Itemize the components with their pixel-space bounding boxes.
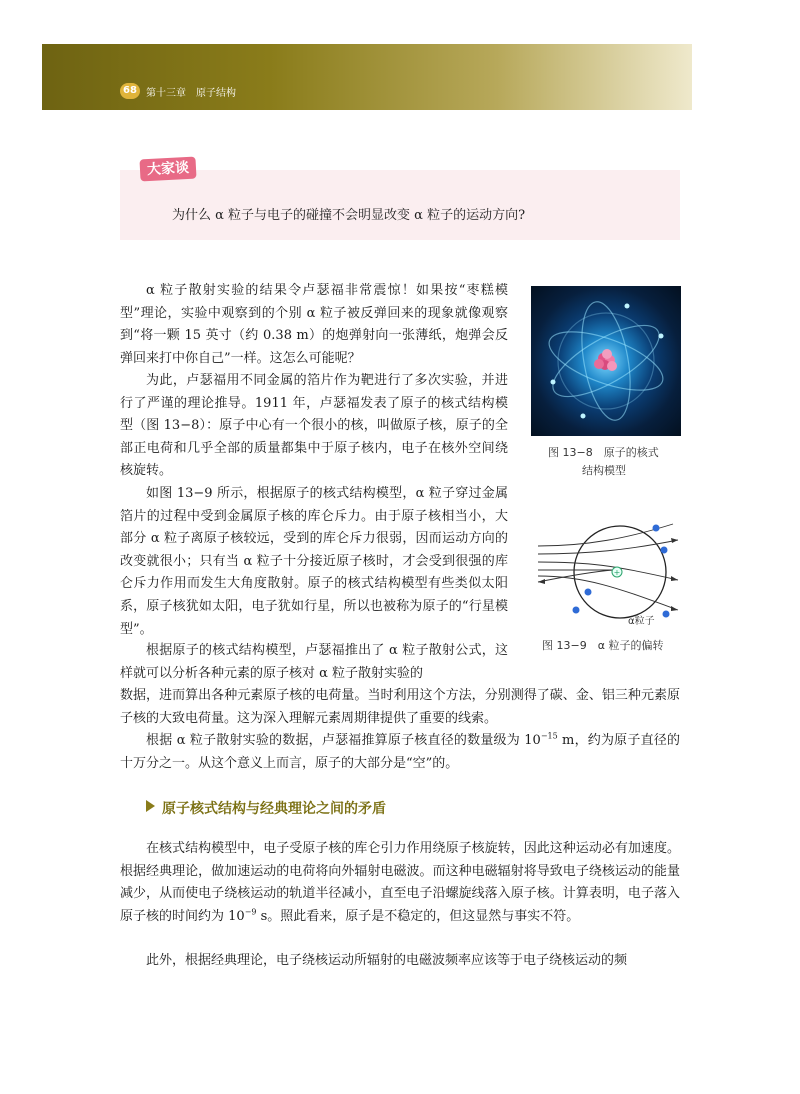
paragraph-4a: 根据原子的核式结构模型，卢瑟福推出了 α 粒子散射公式，这样就可以分析各种元素的原子核对 α 粒子散射实验的 [120,643,508,681]
figure-13-8-caption-line1: 图 13−8 原子的核式 [548,446,659,459]
paragraph-4b: 数据，进而算出各种元素原子核的电荷量。当时利用这个方法，分别测得了碳、金、铝三种元素原子核的大致电荷量。这为深入理解元素周期律提供了重要的线索。 [120,688,680,726]
page-number: 68 [120,83,140,99]
figure-13-8-caption-line2: 结构模型 [582,464,626,477]
paragraph-2: 为此，卢瑟福用不同金属的箔片作为靶进行了多次实验，并进行了严谨的理论推导。1911 年，卢瑟福发表了原子的核式结构模型（图 13−8）：原子中心有一个很小的核，叫做原子核，原子的全部正电荷和几乎全部的质量都集中于原子核内，电子在核外空间绕核旋转。 [120,373,508,479]
paragraph-6 [120,838,680,928]
discussion-question: 为什么 α 粒子与电子的碰撞不会明显改变 α 粒子的运动方向? [172,208,526,223]
alpha-particle-label: α粒子 [628,616,655,627]
atom-model-image [531,286,681,436]
paragraph-3: 如图 13−9 所示，根据原子的核式结构模型，α 粒子穿过金属箔片的过程中受到金属原子核的库仑斥力。由于原子核相当小，大部分 α 粒子离原子核较远，受到的库仑斥力很弱，因而运动方向的改变就很小；只有当 α 粒子十分接近原子核时，才会受到很强的库仑斥力作用而发生大角度散射。原子的核式结构模型有些类似太阳系，原子核犹如太阳，电子犹如行星，所以也被称为原子的“行星模型”。 [120,486,508,637]
paragraph-5-exponent: −15 [540,731,558,741]
nucleus-plus-sign: + [613,568,621,577]
paragraph-6-text: 在核式结构模型中，电子受原子核的库仑引力作用绕原子核旋转，因此这种运动必有加速度。根据经典理论，做加速运动的电荷将向外辐射电磁波。而这种电磁辐射将导致电子绕核运动的能量减少，从而使电子绕核运动的轨道半径减小，直至电子沿螺旋线落入原子核。计算表明，电子落入原子核的时间约为 10 [120,841,680,924]
paragraph-7: 此外，根据经典理论，电子绕核运动所辐射的电磁波频率应该等于电子绕核运动的频 [146,953,628,968]
figure-13-9-caption: 图 13−9 α 粒子的偏转 [542,639,664,652]
paragraph-6-text-end: s。照此看来，原子是不稳定的，但这显然与事实不符。 [256,908,580,924]
paragraph-5 [120,730,680,775]
paragraph-5-text: 根据 α 粒子散射实验的数据，卢瑟福推算原子核直径的数量级为 10 [146,733,541,748]
chapter-title: 第十三章 原子结构 [146,88,236,99]
section-title: 原子核式结构与经典理论之间的矛盾 [162,801,386,817]
alpha-deflection-diagram [528,510,688,630]
paragraph-5-text-end: m，约为原子直径的十万分之一。从这个意义上而言，原子的大部分是“空”的。 [120,733,680,771]
paragraph-1: α 粒子散射实验的结果令卢瑟福非常震惊！如果按“枣糕模型”理论，实验中观察到的个别 α 粒子被反弹回来的现象就像观察到“将一颗 15 英寸（约 0.38 m）的炮弹射向一张薄纸，炮弹会反弹回来打中你自己”一样。这怎么可能呢？ [120,283,508,366]
discussion-badge: 大家谈 [139,157,196,182]
chapter-header-bar [42,44,692,110]
section-arrow-icon [146,800,155,812]
paragraph-6-exponent: −9 [244,907,257,917]
